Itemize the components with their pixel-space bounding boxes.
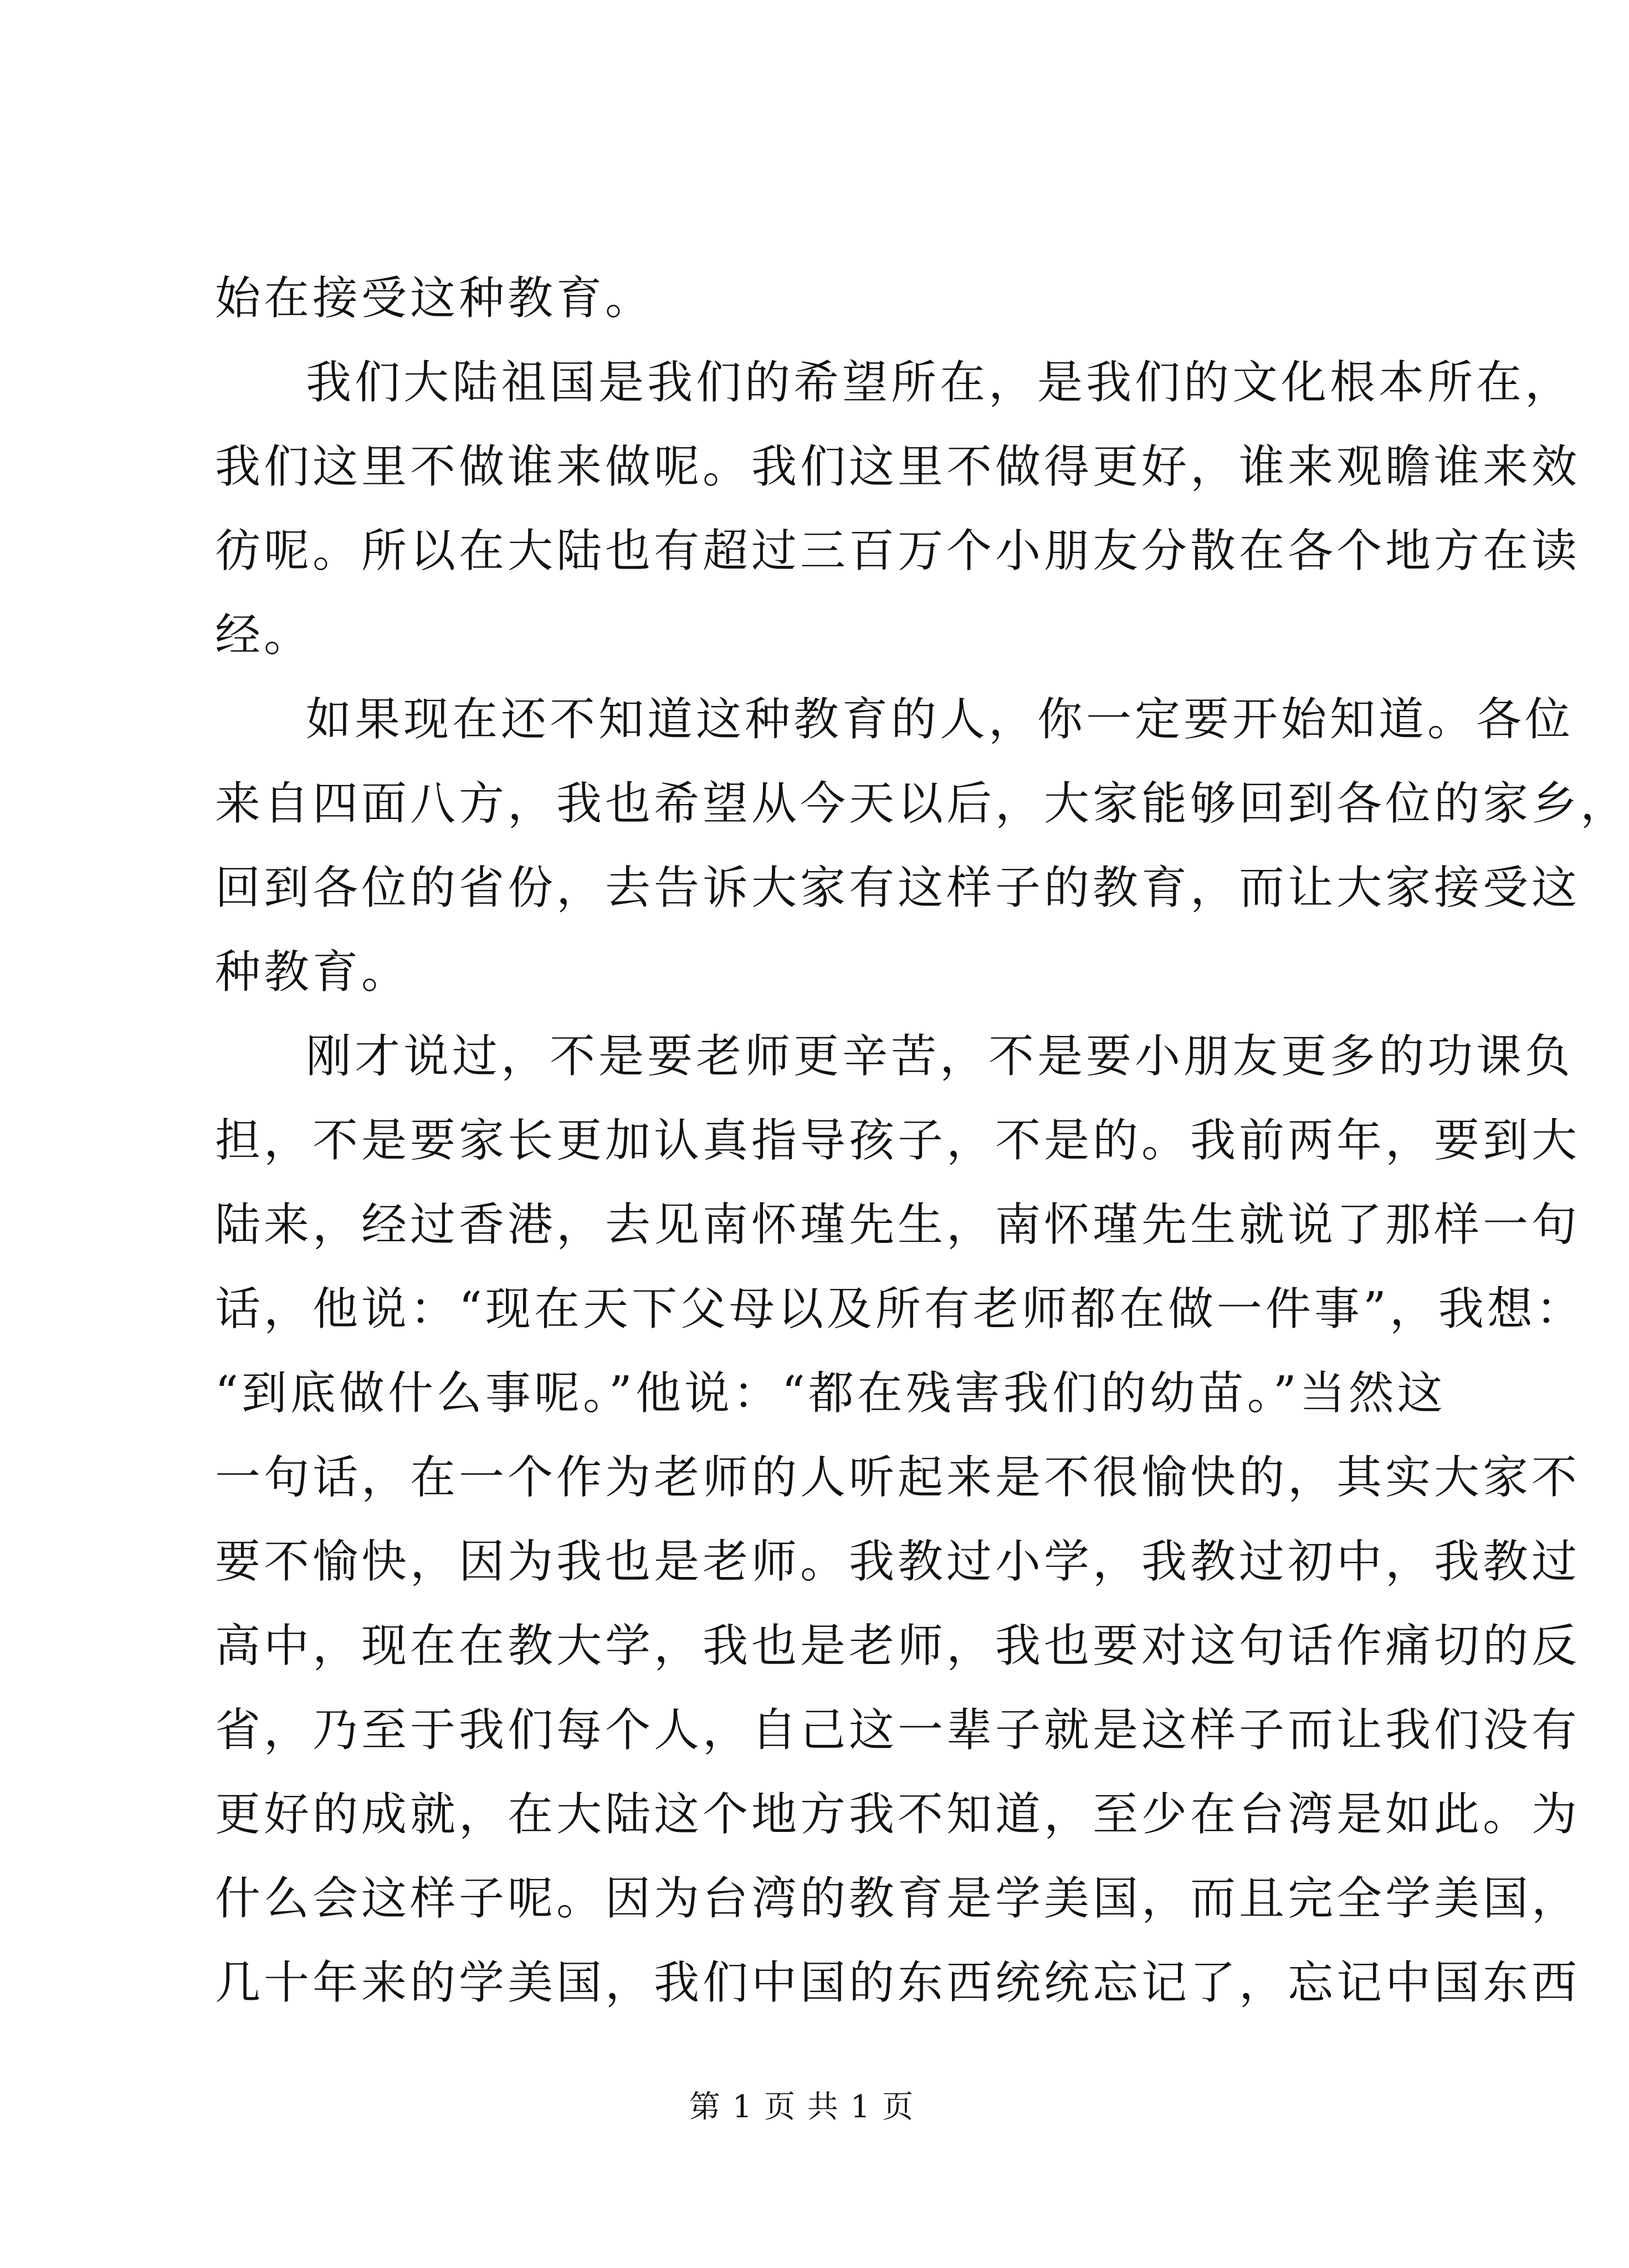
text-line: 来自四面八方，我也希望从今天以后，大家能够回到各位的家乡，	[215, 777, 1629, 830]
text-line: 我们这里不做谁来做呢。我们这里不做得更好，谁来观瞻谁来效	[215, 441, 1581, 493]
text-line: “到底做什么事呢。”他说：“都在残害我们的幼苗。”当然这	[215, 1367, 1446, 1420]
text-line: 经。	[215, 609, 313, 662]
text-line: 省，乃至于我们每个人，自己这一辈子就是这样子而让我们没有	[215, 1704, 1581, 1757]
text-line: 话，他说：“现在天下父母以及所有老师都在做一件事”，我想：	[215, 1283, 1585, 1335]
text-line: 担，不是要家长更加认真指导孩子，不是的。我前两年，要到大	[215, 1114, 1581, 1167]
text-line: 高中，现在在教大学，我也是老师，我也要对这句话作痛切的反	[215, 1620, 1581, 1672]
text-line: 几十年来的学美国，我们中国的东西统统忘记了，忘记中国东西	[215, 1957, 1581, 2009]
text-line: 要不愉快，因为我也是老师。我教过小学，我教过初中，我教过	[215, 1535, 1581, 1588]
text-line: 一句话，在一个作为老师的人听起来是不很愉快的，其实大家不	[215, 1451, 1581, 1504]
text-line: 更好的成就，在大陆这个地方我不知道，至少在台湾是如此。为	[215, 1788, 1581, 1841]
text-line: 什么会这样子呢。因为台湾的教育是学美国，而且完全学美国，	[215, 1872, 1581, 1925]
page-number-footer: 第 1 页 共 1 页	[689, 2089, 915, 2125]
text-line: 回到各位的省份，去告诉大家有这样子的教育，而让大家接受这	[215, 862, 1581, 914]
text-line: 陆来，经过香港，去见南怀瑾先生，南怀瑾先生就说了那样一句	[215, 1199, 1581, 1251]
text-line: 种教育。	[215, 946, 411, 999]
body-text	[215, 257, 1629, 2025]
text-line: 我们大陆祖国是我们的希望所在，是我们的文化根本所在，	[306, 356, 1574, 409]
text-line: 刚才说过，不是要老师更辛苦，不是要小朋友更多的功课负	[306, 1030, 1574, 1083]
text-line: 始在接受这种教育。	[215, 272, 654, 325]
text-line: 彷呢。所以在大陆也有超过三百万个小朋友分散在各个地方在读	[215, 525, 1581, 577]
text-line: 如果现在还不知道这种教育的人，你一定要开始知道。各位	[306, 693, 1574, 746]
